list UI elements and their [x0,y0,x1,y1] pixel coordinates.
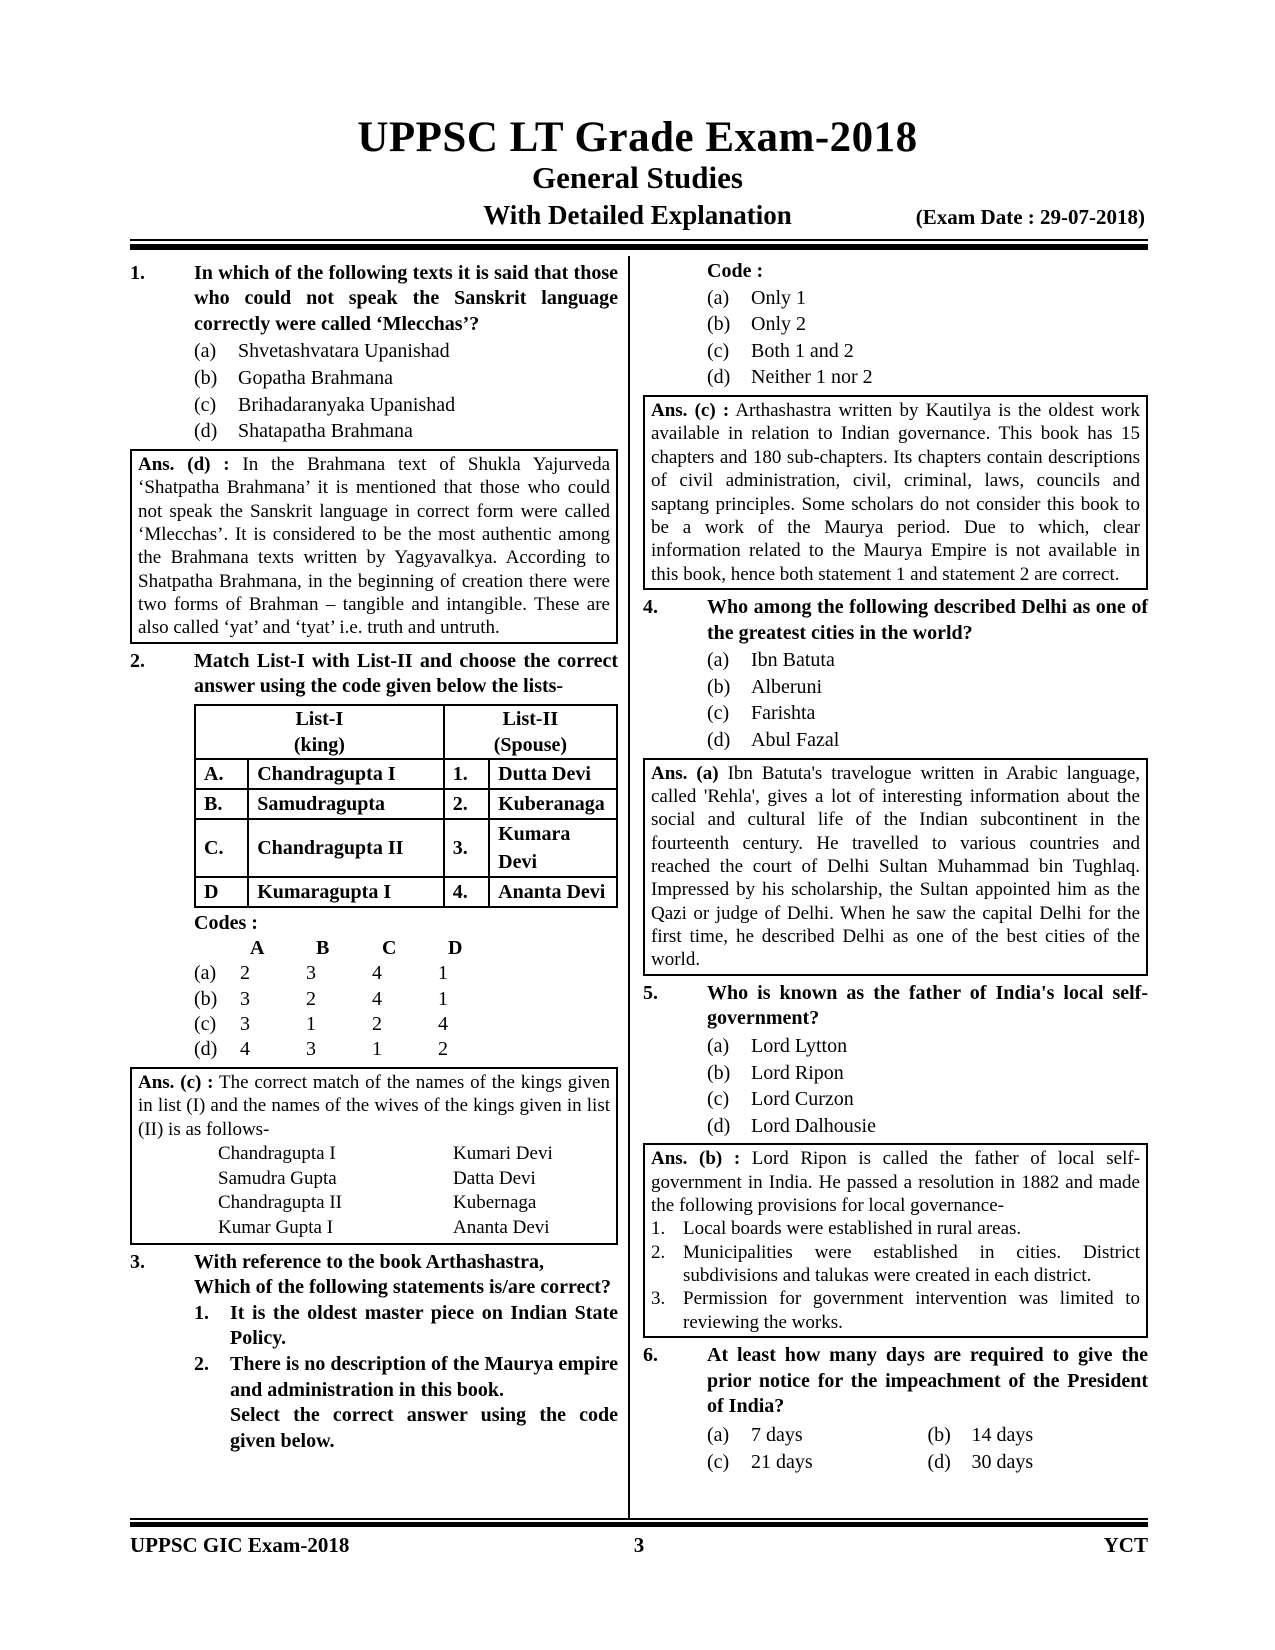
option-6c-label: (c) [707,1450,730,1473]
footer-row [130,1533,1148,1558]
codes-row-d-label: (d) [194,1038,218,1061]
codes-a-3: 4 [372,962,382,985]
pair-4-king: Kumar Gupta I [218,1217,334,1238]
option-6a [707,1422,928,1449]
question-2-number: 2. [130,649,145,672]
codes-header-a: A [250,936,265,959]
option-4c [707,700,1148,727]
option-4c-text: Farishta [751,702,816,725]
footer-rule-thick [130,1522,1148,1527]
row-c-spouse: Kumara Devi [489,819,617,877]
row-b-key: B. [195,789,248,819]
match-list-table [194,704,618,908]
pair-1-king: Chandragupta I [218,1142,336,1164]
footer-rule [130,1518,1148,1527]
row-d-num: 4. [444,877,489,907]
option-6c [707,1449,928,1476]
question-3-line2: Which of the following statements is/are correct? [194,1276,611,1299]
answer-box-4 [643,758,1148,976]
option-5d-label: (d) [707,1114,731,1137]
question-3-statement-1 [194,1301,618,1352]
codes-b-1: 3 [240,987,250,1010]
option-4a-label: (a) [707,649,730,672]
option-6a-text: 7 days [751,1423,803,1446]
code-option-b-label: (b) [707,313,731,336]
question-1 [130,261,618,338]
footer-rule-thin [130,1518,1148,1520]
question-1-options [194,338,618,444]
option-5a-text: Lord Lytton [751,1034,848,1057]
row-b-spouse: Kuberanaga [489,789,617,819]
exam-date: (Exam Date : 29-07-2018) [915,204,1145,229]
pair-1-spouse: Kumari Devi [453,1142,553,1164]
pair-3 [218,1191,610,1216]
match-table-list2-header [444,705,617,759]
answer-2-label: Ans. (c) : [138,1071,214,1093]
page-header [0,0,1275,250]
codes-header-b: B [316,936,330,959]
codes-b-4: 1 [438,987,448,1010]
statement-1-text: It is the oldest master piece on Indian State Policy. [230,1301,618,1350]
option-1d [194,418,618,445]
provision-1-text: Local boards were established in rural areas. [683,1218,1022,1240]
codes-d-4: 2 [438,1038,448,1061]
option-6b-text: 14 days [971,1423,1034,1446]
code-option-d-text: Neither 1 nor 2 [751,366,873,389]
option-4d [707,727,1148,754]
option-4b-label: (b) [707,675,731,698]
provision-3-text: Permission for government intervention was limited to reviewing the works. [683,1288,1140,1333]
provision-2 [651,1241,1140,1288]
row-a-num: 1. [444,759,489,789]
codes-header-row [194,936,618,961]
code-option-c [707,338,1148,365]
match-table-row-d [195,877,617,907]
answer-box-1 [130,449,618,644]
codes-row-a-label: (a) [194,962,217,985]
footer-exam-name: UPPSC GIC Exam-2018 [130,1533,350,1557]
statement-2-label: 2. [194,1353,209,1376]
question-4-text: Who among the following described Delhi as one of the greatest cities in the world? [707,595,1148,644]
codes-row-b [194,987,618,1012]
codes-c-3: 2 [372,1013,382,1036]
left-column [130,256,618,1518]
right-column [643,256,1148,1518]
option-1c-text: Brihadaranyaka Upanishad [238,393,456,416]
tagline-row [130,197,1145,233]
answer-5-label: Ans. (b) : [651,1148,741,1170]
option-4d-label: (d) [707,728,731,751]
provision-3 [651,1287,1140,1334]
option-1d-text: Shatapatha Brahmana [238,420,413,443]
codes-b-2: 2 [306,987,316,1010]
codes-a-4: 1 [438,962,448,985]
provision-3-label: 3. [651,1288,666,1310]
pair-3-spouse: Kubernaga [453,1192,537,1214]
question-5-number: 5. [643,981,658,1004]
statement-1-label: 1. [194,1301,209,1324]
row-c-king: Chandragupta II [248,819,444,877]
option-4b-text: Alberuni [751,675,823,698]
codes-d-1: 4 [240,1038,250,1061]
provision-2-label: 2. [651,1241,666,1263]
codes-c-1: 3 [240,1013,250,1036]
option-6d [928,1449,1149,1476]
option-5c-text: Lord Curzon [751,1088,854,1111]
option-5b [707,1060,1148,1087]
option-5c [707,1086,1148,1113]
question-3 [130,1250,618,1276]
code-option-a-text: Only 1 [751,286,806,309]
answer-4-text: Ibn Batuta's travelogue written in Arabic language, called 'Rehla', gives a lot of interesting information about the social and cultural life of the Indian subcontinent in the fourteenth century. He travelled to various countries and reached the court of Delhi Sultan Muhammad bin Tughlaq. Impressed by his scholarship, the Sultan appointed him as the Qazi or judge of Delhi. When he saw the capital Delhi for the first time, he described Delhi as one of the best cities of the world. [651,762,1141,971]
page-subtitle: General Studies [532,160,743,196]
question-5-text: Who is known as the father of India's local self-government? [707,981,1148,1030]
option-6a-label: (a) [707,1423,730,1446]
option-6b-label: (b) [927,1423,951,1446]
option-1b [194,365,618,392]
option-4c-label: (c) [707,702,730,725]
question-6-number: 6. [643,1344,658,1367]
option-6d-text: 30 days [971,1450,1034,1473]
code-option-a-label: (a) [707,286,730,309]
code-option-d-label: (d) [707,366,731,389]
question-6-options [707,1422,1148,1475]
pair-2 [218,1167,610,1192]
answer-1-label: Ans. (d) : [138,453,230,475]
question-3-line1: With reference to the book Arthashastra, [194,1250,544,1273]
match-table-row-a [195,759,617,789]
row-c-num: 3. [444,819,489,877]
list2-title: List-II [502,707,559,730]
question-2-text: Match List-I with List-II and choose the correct answer using the code given below the lists- [194,649,618,698]
codes-row-c [194,1012,618,1037]
option-5d-text: Lord Dalhousie [751,1114,876,1137]
code-option-c-label: (c) [707,339,730,362]
code-option-b-text: Only 2 [751,313,806,336]
row-d-spouse: Ananta Devi [489,877,617,907]
option-5a-label: (a) [707,1034,730,1057]
option-4b [707,674,1148,701]
page-footer [0,1518,1275,1558]
question-5 [643,981,1148,1032]
pair-3-king: Chandragupta II [218,1192,342,1214]
codes-header-spacer [194,936,240,961]
option-6b [928,1422,1149,1449]
provision-1-label: 1. [651,1218,666,1240]
question-3-closing: Select the correct answer using the code given below. [230,1404,618,1452]
option-5b-label: (b) [707,1061,731,1084]
footer-publisher: YCT [1103,1533,1148,1557]
question-6 [643,1343,1148,1420]
statement-2-text: There is no description of the Maurya empire and administration in this book. [230,1353,618,1401]
row-a-king: Chandragupta I [248,759,444,789]
answer-box-3 [643,395,1148,590]
option-4d-text: Abul Fazal [751,728,840,751]
row-b-num: 2. [444,789,489,819]
header-rule [130,239,1148,250]
codes-row-c-label: (c) [194,1013,217,1036]
pair-2-king: Samudra Gupta [218,1167,337,1189]
match-table-list1-header [195,705,444,759]
option-1a [194,338,618,365]
answer-box-5 [643,1143,1148,1338]
option-6d-label: (d) [927,1450,951,1473]
codes-c-2: 1 [306,1013,316,1036]
question-1-number: 1. [130,261,145,284]
codes-header-d: D [448,936,463,959]
pair-4-spouse: Ananta Devi [453,1217,550,1238]
pair-1 [218,1142,610,1167]
tagline: With Detailed Explanation [483,199,792,230]
codes-c-4: 4 [438,1013,448,1036]
codes-a-2: 3 [306,962,316,985]
answer-2-pairs [138,1142,610,1241]
answer-3-text: Arthashastra written by Kautilya is the oldest work available in relation to Indian governance. This book has 15 chapters and 180 sub-chapters. Its chapters contain descriptions of civil administration, civil, criminal, laws, councils and saptang principles. Some scholars do not consider this book to be a work of the Maurya period. Due to which, clear information related to the Maurya Empire is not available in this book, hence both statement 1 and statement 2 are correct. [651,400,1140,585]
answer-5-intro: Lord Ripon is called the father of local self-government in India. He passed a resolution in 1882 and made the following provisions for local governance- [651,1148,1141,1217]
match-table-header-row [195,705,617,759]
option-1a-label: (a) [194,340,217,363]
question-4 [643,595,1148,646]
code-option-d [707,364,1148,391]
row-a-key: A. [195,759,248,789]
answer-4-label: Ans. (a) [651,762,719,784]
list1-subtitle: (king) [293,733,345,756]
codes-a-1: 2 [240,962,250,985]
code-option-c-text: Both 1 and 2 [751,339,854,362]
option-1d-label: (d) [194,420,218,443]
option-5a [707,1033,1148,1060]
code-heading: Code : [707,259,764,282]
footer-page-number: 3 [633,1533,645,1557]
codes-b-3: 4 [372,987,382,1010]
list1-title: List-I [295,707,344,730]
codes-row-b-label: (b) [194,987,218,1010]
option-5d [707,1113,1148,1140]
header-rule-thin [130,239,1148,241]
answer-1-text: In the Brahmana text of Shukla Yajurveda ‘Shatpatha Brahmana’ it is mentioned that those who could not speak the Sanskrit language in correct form were called ‘Mlecchas’. It is considered to be the most authentic among the Brahmana texts written by Yagyavalkya. According to Shatpatha Brahmana, in the beginning of creation there were two forms of Brahman – tangible and intangible. These are also called ‘yat’ and ‘tyat’ i.e. truth and untruth. [138,453,611,639]
answer-3-label: Ans. (c) : [651,400,730,422]
answer-2-text: The correct match of the names of the kings given in list (I) and the names of the wives of the kings given in list (II) is as follows- [138,1071,610,1140]
option-5b-text: Lord Ripon [751,1061,844,1084]
option-6c-text: 21 days [751,1450,813,1473]
codes-row-d [194,1037,618,1062]
option-1b-label: (b) [194,367,218,390]
option-1a-text: Shvetashvatara Upanishad [238,340,450,363]
question-3-number: 3. [130,1250,145,1273]
list2-subtitle: (Spouse) [493,733,568,756]
column-divider [628,256,630,1518]
question-2 [130,649,618,700]
content-columns [0,250,1275,1518]
question-4-number: 4. [643,595,658,618]
pair-2-spouse: Datta Devi [453,1167,536,1189]
row-b-king: Samudragupta [248,789,444,819]
codes-d-2: 3 [306,1038,316,1061]
option-5c-label: (c) [707,1088,730,1111]
row-a-spouse: Dutta Devi [489,759,617,789]
question-4-options [707,647,1148,753]
codes-row-a [194,961,618,986]
codes-d-3: 1 [372,1038,382,1061]
question-6-text: At least how many days are required to give the prior notice for the impeachment of the President of India? [707,1344,1148,1418]
codes-title: Codes : [194,911,258,934]
option-1b-text: Gopatha Brahmana [238,367,393,390]
code-option-a [707,285,1148,312]
code-options [707,285,1148,391]
question-5-options [707,1033,1148,1139]
option-4a [707,647,1148,674]
match-table-row-b [195,789,617,819]
pair-4 [218,1216,610,1241]
row-d-king: Kumaragupta I [248,877,444,907]
row-c-key: C. [195,819,248,877]
question-1-text: In which of the following texts it is said that those who could not speak the Sanskrit language correctly were called ‘Mlecchas’? [194,261,618,335]
codes-header-c: C [382,936,397,959]
option-4a-text: Ibn Batuta [751,649,835,672]
row-d-key: D [195,877,248,907]
match-table-row-c [195,819,617,877]
answer-box-2 [130,1067,618,1245]
provision-1 [651,1217,1140,1240]
code-option-b [707,311,1148,338]
option-1c [194,392,618,419]
question-3-statement-2 [194,1352,618,1403]
page-title: UPPSC LT Grade Exam-2018 [357,114,918,161]
option-1c-label: (c) [194,393,217,416]
provision-2-text: Municipalities were established in cities. District subdivisions and talukas were created in each district. [683,1241,1140,1287]
